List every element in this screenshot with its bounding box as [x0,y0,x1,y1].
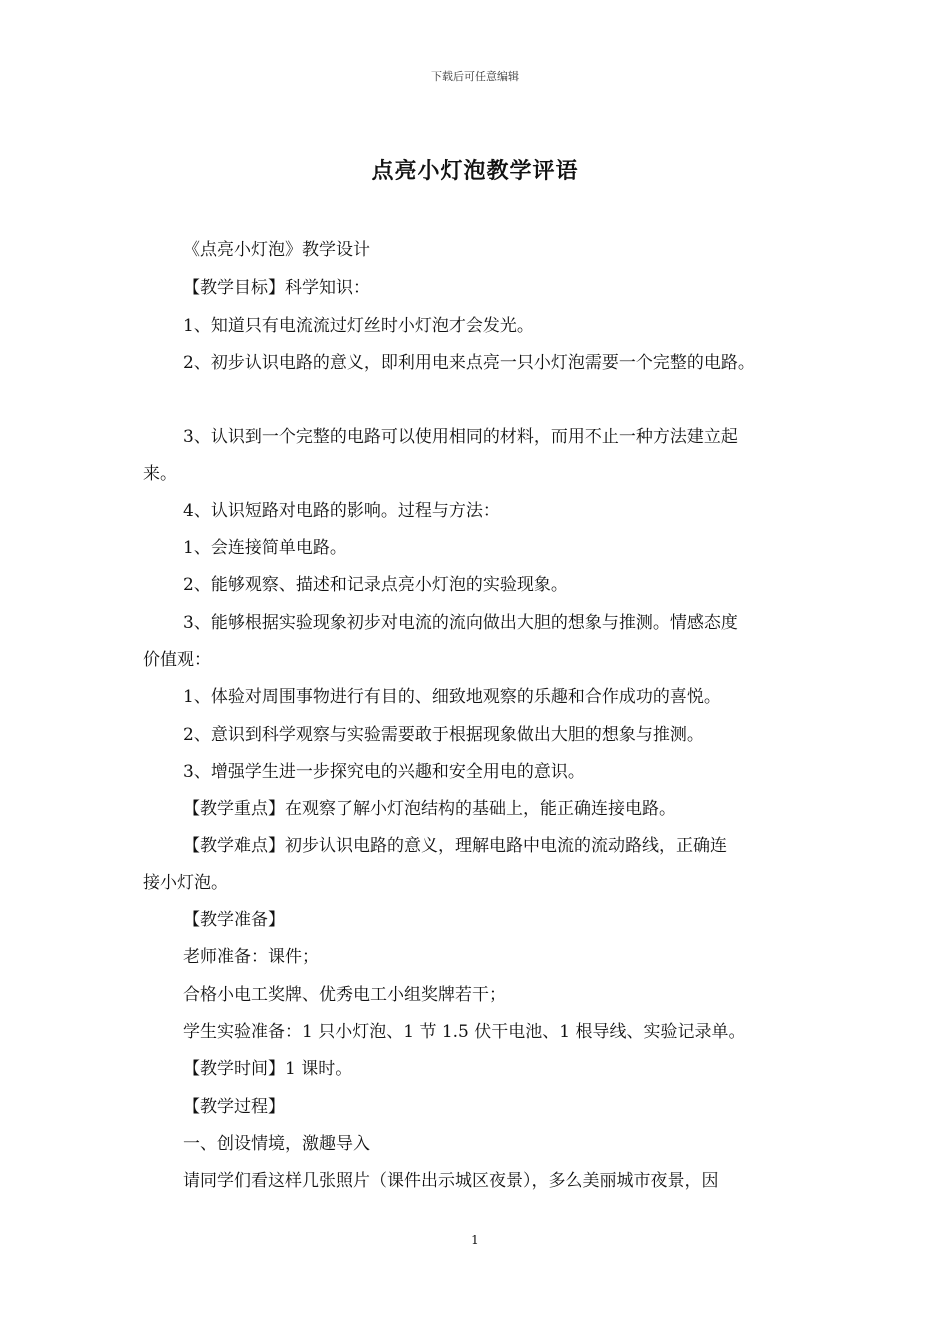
text-line: 【教学时间】1 课时。 [183,1059,353,1079]
page-header: 下载后可任意编辑 [431,70,519,83]
text-line: 【教学难点】初步认识电路的意义，理解电路中电流的流动路线，正确连 [183,836,727,856]
text-line: 接小灯泡。 [143,873,228,893]
text-line: 3、能够根据实验现象初步对电流的流向做出大胆的想象与推测。情感态度 [183,613,738,633]
text-line: 合格小电工奖牌、优秀电工小组奖牌若干； [183,985,506,1005]
text-line: 价值观： [143,650,211,670]
document-title: 点亮小灯泡教学评语 [371,158,579,184]
text-line: 1、会连接简单电路。 [183,538,347,558]
text-line: 学生实验准备：1 只小灯泡、1 节 1.5 伏干电池、1 根导线、实验记录单。 [183,1022,746,1042]
text-line: 2、能够观察、描述和记录点亮小灯泡的实验现象。 [183,575,568,595]
text-line: 1、体验对周围事物进行有目的、细致地观察的乐趣和合作成功的喜悦。 [183,687,721,707]
text-line: 【教学准备】 [183,910,285,930]
text-line: 一、创设情境，激趣导入 [183,1134,370,1154]
text-line: 【教学重点】在观察了解小灯泡结构的基础上，能正确连接电路。 [183,799,676,819]
text-line: 4、认识短路对电路的影响。过程与方法： [183,501,500,521]
text-line: 老师准备：课件； [183,947,319,967]
page-number: 1 [471,1233,479,1247]
text-line: 《点亮小灯泡》教学设计 [183,240,370,260]
text-line: 3、认识到一个完整的电路可以使用相同的材料，而用不止一种方法建立起 [183,427,738,447]
text-line: 【教学目标】科学知识： [183,278,370,298]
text-line: 【教学过程】 [183,1097,285,1117]
text-line: 请同学们看这样几张照片（课件出示城区夜景），多么美丽城市夜景，因 [183,1171,719,1191]
text-line: 1、知道只有电流流过灯丝时小灯泡才会发光。 [183,316,534,336]
text-line: 2、初步认识电路的意义，即利用电来点亮一只小灯泡需要一个完整的电路。 [183,353,755,373]
text-line: 2、意识到科学观察与实验需要敢于根据现象做出大胆的想象与推测。 [183,725,704,745]
text-line: 3、增强学生进一步探究电的兴趣和安全用电的意识。 [183,762,585,782]
text-line: 来。 [143,464,177,484]
